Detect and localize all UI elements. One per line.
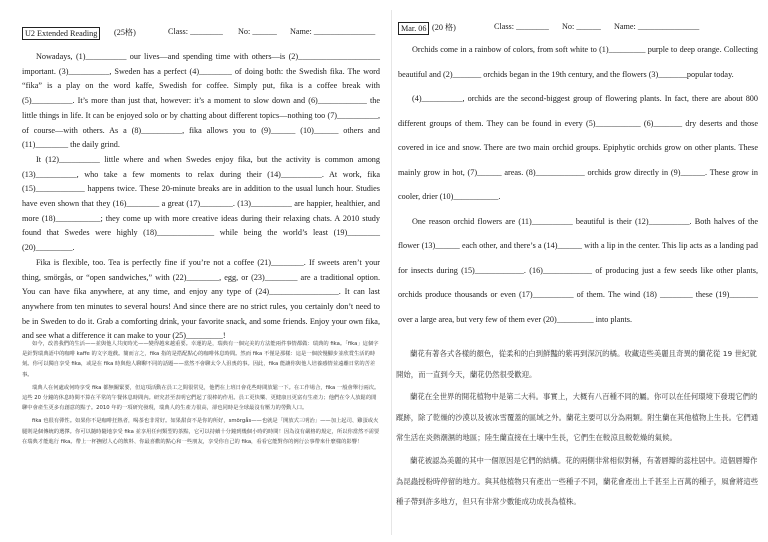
translation-paragraph: 蘭花在全世界的開花植物中是第二大科。事實上，大概有八百種不同的屬。你可以在任何環境下發現它們的蹤跡，除了乾燥的沙漠以及被冰雪覆蓋的區域之外。蘭花主要可以分為兩類。附生蘭在其他植物上生長。它們通常生活在炎熱潮濕的地區；陸生蘭直接在土壤中生長，它們生在較涼且較乾燥的氣候。 bbox=[396, 392, 759, 443]
chinese-translation bbox=[396, 344, 760, 515]
translation-paragraph: 蘭花被認為美麗的其中一個原因是它們的結構。花的兩側非常相似對稱，有著唇瓣的蕊柱居中。這個唇瓣作為昆蟲授粉時停留的地方。與其他植物只有產出一些種子不同，蘭花會產出上千甚至上百萬的種子，風會將這些種子帶到許多地方，但只有非常少數能成功成長為植株。 bbox=[396, 455, 759, 507]
translation-paragraph: 蘭花有著各式各樣的顏色，從柔和的白到鮮豔的紫再到深沉的橘。收藏這些美麗且奇異的蘭花從 19 世紀就開始，而一直到今天，蘭花仍然很受歡迎。 bbox=[396, 349, 757, 379]
translation-paragraph: 如今，改善我們的生活——並與他人共度時光——變得越來越重要。幸運的是，瑞典有一個完美的方法能兩件事情都做：瑞典的 fika。「fika」這個字是針對瑞典語中的咖啡 kaffe 的文字遊戲。簡而言之，fika 指的是搭配點心的咖啡休息時間。然而 fika 不僅是那樣：這是一個放慢腳步並欣賞生活的時刻。你可以獨自享受 fika，或是在 fika 時與他人聊聊不同的話題——當然不會聊太令人沮喪的事。因此，fika 能讓你與他人培養感情並遠離日常的苦差事。 bbox=[22, 341, 379, 378]
points-label: (20 格) bbox=[432, 23, 456, 32]
cloze-passage bbox=[22, 50, 380, 344]
number-field[interactable]: No: ______ bbox=[562, 22, 601, 31]
passage-paragraph: Fika is flexible, too. Tea is perfectly fine if you’re not a coffee (21)________. If sweets aren’t your thing, smörgås, or “open sandwiches,” with (22)________, egg, or (23)________ are a traditional option. You can have fika anywhere, at any time, and enjoy any type of (24)_________________. It can last anywhere from ten minutes to several hours! And since there are no strict rules, you certainly don’t need to be in Sweden to do it. Grab a comforting drink, your favorite snack, and some friends. Enjoy your own fika, and see what a difference it can make to your (25)_________! bbox=[22, 257, 380, 341]
translation-paragraph: 瑞典人在何處或何時享受 fika 都無關緊要，但這項活動在員工之間很常見，他們在上班日會花些時間放鬆一下。在工作場合，fika 一般會舉行兩次。這些 20 分鐘的休息時間不算在平常的午餐休息時間內。研究甚至表明它們起了很棒的作用。員工更快樂、更健康且更富有生產力；他們在令人放鬆的閒聊中會產生更多有創意的點子。2010 年的一項研究發現，瑞典人的生產力很高，卻也同時是全球最沒有壓力的勞動人口。 bbox=[22, 384, 380, 412]
passage-paragraph: (4)__________, orchids are the second-biggest group of flowering plants. In fact, there are about 800 different groups of them. They can be found in every (5)___________ (6)_______ dry deserts and those covered in ice and snow. There are two main orchid groups. Epiphytic orchids grow on other plants. These mainly grow in hot, (7)______ areas. (8)____________ orchids grow directly in (9)______. These grow in cooler, drier (10)___________. bbox=[398, 94, 758, 201]
translation-paragraph: fika 也很有彈性。如果你不是咖啡狂熱者，喝茶也非常好。如果甜食不是你的所好，smörgås——也就是「開放式三明治」——加上起司、雞蛋或火腿則是個傳統的選擇。你可以隨時隨地享受 fika 並享用任何類型的茶點，它可以持續十分鐘到幾個小時的時間！因為沒有嚴格的規定，所以你當然不需要在瑞典才能進行 fika。帶上一杯撫慰人心的飲料、你最喜歡的點心和一些朋友，享受你自己的 fika，看看它能對你的例行公事帶來什麼樣的影響！ bbox=[22, 418, 380, 445]
passage-paragraph: It (12)__________ little where and when Swedes enjoy fika, but the activity is common among (13)__________, who take a few moments to relax during their (14)__________. At work, fika (15)____________ happens twice. These 20-minute breaks are in addition to the usual lunch hour. Studies have even shown that they (16)________ a great (17)________. (13)__________ are happier, healthier, and more (18)___________; they come up with more creative ideas during their relaxing chats. A 2010 study found that Swedes were highly (18)______________ while being the world’s least (19)________ (20)_________. bbox=[22, 154, 380, 253]
passage-paragraph: Nowadays, (1)__________ our lives—and spending time with others—is (2)____________________ important. (3)__________, Sweden has a perfect (4)________ of doing both: the Swedish fika. The word “fika” is a play on the word kaffe, Swedish for coffee. Simply put, fika is a coffee break with (5)__________. It’s more than just that, however: it’s a moment to slow down and (6)____________ the little things in life. It can be enjoyed solo or by chatting about different topics—nothing too (7)__________, of course—with others. As a (8)__________, fika allows you to (9)______ (10)______ others and (11)________ the daily grind. bbox=[22, 52, 380, 150]
name-field[interactable]: Name: _______________ bbox=[614, 22, 700, 31]
name-field[interactable]: Name: _______________ bbox=[290, 27, 376, 36]
cloze-passage bbox=[398, 38, 758, 332]
number-field[interactable]: No: ______ bbox=[238, 27, 277, 36]
worksheet-orchids bbox=[393, 0, 768, 542]
passage-paragraph: One reason orchid flowers are (11)__________ beautiful is their (12)__________. Both halves of the flower (13)______ each other, and there’s a (14)______ with a lip in the center. This lip acts as a landing pad for insects during (15)____________. (16)____________ of producing just a few seeds like other plants, orchids produce thousands or even (17)__________ of them. The wind (18) ________ these (19)_______ over a large area, but very few of them ever (20)_________ into plants. bbox=[398, 216, 758, 324]
chinese-translation bbox=[22, 339, 380, 450]
unit-label: Mar. 06 bbox=[398, 22, 429, 35]
worksheet-header bbox=[22, 27, 390, 41]
worksheet-header bbox=[398, 22, 768, 36]
class-field[interactable]: Class: ________ bbox=[494, 22, 549, 31]
class-field[interactable]: Class: ________ bbox=[168, 27, 223, 36]
unit-label: U2 Extended Reading bbox=[22, 27, 100, 40]
passage-paragraph: Orchids come in a rainbow of colors, from soft white to (1)_________ purple to deep orange. Collecting beautiful and (2)_______ orchids began in the 19th century, and the flowers (3)_______popular today. bbox=[398, 45, 758, 79]
points-label: (25格) bbox=[114, 28, 136, 37]
column-divider bbox=[391, 10, 392, 535]
